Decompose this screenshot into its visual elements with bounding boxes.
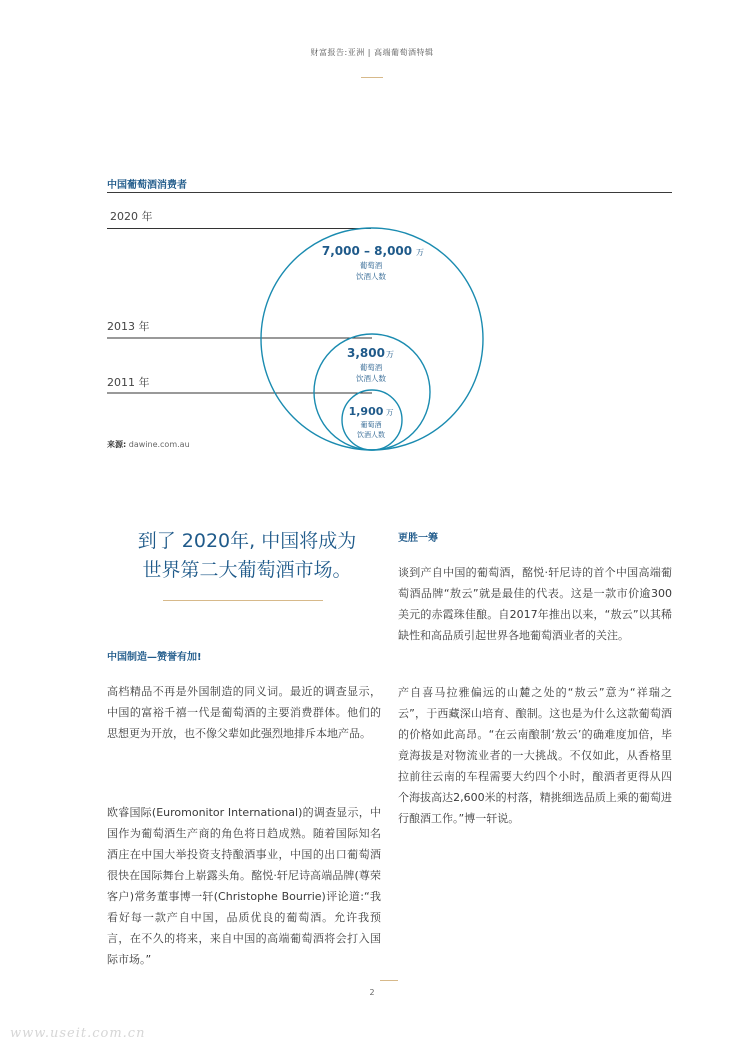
page-number: 2 xyxy=(369,988,375,997)
year-label-2013: 2013 年 xyxy=(107,320,150,333)
bubble-2011 xyxy=(342,390,402,450)
bubble-value-2020: 7,000 – 8,000 xyxy=(321,244,413,258)
bubble-value-2011: 1,900 xyxy=(348,405,384,418)
bubble-line2-2020: 饮酒人数 xyxy=(356,272,386,281)
chart-source xyxy=(107,439,190,450)
bubble-line2-2013: 饮酒人数 xyxy=(356,374,386,383)
left-paragraph-2: 欧睿国际(Euromonitor International)的调查显示，中国作为葡萄酒生产商的角色将日趋成熟。随着国际知名酒庄在中国大举投资支持酿酒事业，中国的出口葡萄酒很快在国际舞台上崭露头角。酩悦·轩尼诗高端品牌(尊荣客户)常务董事博一轩(Christophe Bourrie)评论道:“我看好每一款产自中国，品质优良的葡萄酒。允许我预言，在不久的将来，来自中国的高端葡萄酒将会打入国际市场。” xyxy=(107,806,381,966)
year-label-2020: 2020 年 xyxy=(110,210,153,223)
left-paragraph-1: 高档精品不再是外国制造的同义词。最近的调查显示，中国的富裕千禧一代是葡萄酒的主要消费群体。他们的思想更为开放，也不像父辈如此强烈地排斥本地产品。 xyxy=(107,685,381,740)
left-section-heading: 中国制造—赞誉有加! xyxy=(107,652,202,663)
source-label: 来源: xyxy=(107,440,127,449)
bubble-line1-2020: 葡萄酒 xyxy=(359,261,383,270)
pull-quote-line2: 世界第二大葡萄酒市场。 xyxy=(142,559,352,581)
right-paragraph-2: 产自喜马拉雅偏远的山麓之处的“敖云”意为“祥瑞之云”，于西藏深山培育、酿制。这也是为什么这款葡萄酒的价格如此高昂。“在云南酿制‘敖云’的确难度加倍，毕竟海拔是对物流业者的一大挑战。不仅如此，从香格里拉前往云南的车程需要大约四个小时，酿酒者更得从四个海拔高达2,600米的村落，精挑细选品质上乘的葡萄进行酿酒工作。”博一轩说。 xyxy=(398,686,672,825)
bubble-unit-2020: 万 xyxy=(416,248,424,257)
bubble-unit-2013: 万 xyxy=(386,350,394,359)
bubble-chart xyxy=(0,0,744,460)
pull-quote xyxy=(110,527,384,585)
pull-quote-line1: 到了 2020年, 中国将成为 xyxy=(137,530,357,552)
watermark: www.useit.com.cn xyxy=(10,1026,146,1041)
bubble-line1-2011: 葡萄酒 xyxy=(360,421,382,429)
source-value: dawine.com.au xyxy=(128,440,190,449)
right-paragraph-1: 谈到产自中国的葡萄酒，酩悦·轩尼诗的首个中国高端葡萄酒品牌“敖云”就是最佳的代表。这是一款市价逾300美元的赤霞珠佳酿。自2017年推出以来，“敖云”以其稀缺性和高品质引起世界各地葡萄酒业者的关注。 xyxy=(398,566,672,642)
bubble-value-2013: 3,800 xyxy=(347,346,385,360)
right-section-heading: 更胜一筹 xyxy=(398,533,438,544)
chart-title: 中国葡萄酒消费者 xyxy=(107,180,187,191)
bubble-unit-2011: 万 xyxy=(386,408,394,417)
bubble-line2-2011: 饮酒人数 xyxy=(357,431,385,439)
bubble-line1-2013: 葡萄酒 xyxy=(359,363,383,372)
footer-divider xyxy=(380,980,398,981)
quote-divider xyxy=(163,600,323,601)
year-label-2011: 2011 年 xyxy=(107,376,150,389)
report-header: 财富报告:亚洲 | 高端葡萄酒特辑 xyxy=(310,48,434,57)
